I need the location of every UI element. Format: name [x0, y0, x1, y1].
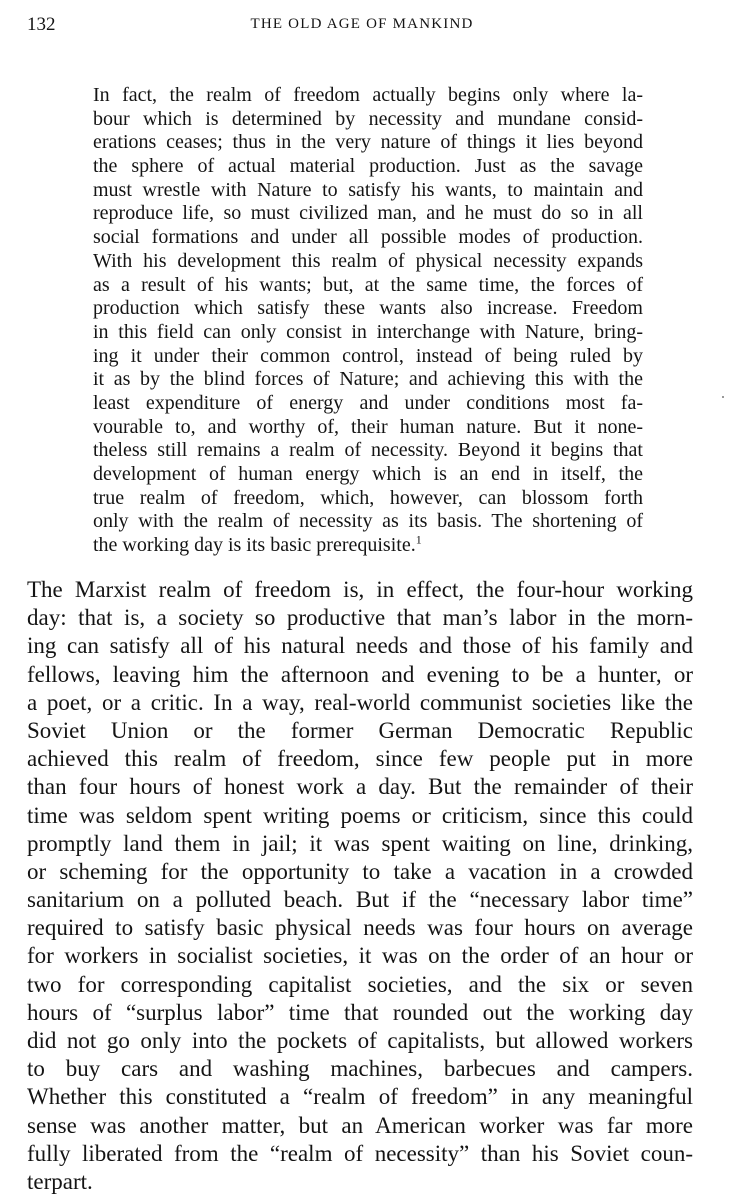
quote-line: theless still remains a realm of necessity. Beyond it begins that — [93, 439, 643, 462]
quote-line: it as by the blind forces of Nature; and achieving this with the — [93, 368, 643, 391]
quote-line: With his development this realm of physical necessity expands — [93, 249, 643, 272]
body-line: Whether this constituted a “realm of freedom” in any meaningful — [27, 1084, 693, 1110]
quote-line: erations ceases; thus in the very nature of things it lies beyond — [93, 131, 643, 154]
body-line: time was seldom spent writing poems or criticism, since this could — [27, 802, 693, 828]
page-header — [27, 14, 697, 44]
quote-line: only with the realm of necessity as its basis. The shortening of — [93, 510, 643, 533]
quote-line-last — [93, 534, 643, 558]
body-line: sanitarium on a polluted beach. But if the “necessary labor time” — [27, 887, 693, 913]
body-line: to buy cars and washing machines, barbecues and campers. — [27, 1056, 693, 1082]
body-line: a poet, or a critic. In a way, real-world communist societies like the — [27, 689, 693, 715]
quote-line: must wrestle with Nature to satisfy his wants, to maintain and — [93, 178, 643, 201]
quote-line: the sphere of actual material production. Just as the savage — [93, 155, 643, 178]
body-line: Soviet Union or the former German Democratic Republic — [27, 717, 693, 743]
body-line-last: terpart. — [27, 1168, 93, 1194]
quote-line: social formations and under all possible modes of production. — [93, 226, 643, 249]
body-line: promptly land them in jail; it was spent waiting on line, drinking, — [27, 830, 693, 856]
quote-line: vourable to, and worthy of, their human nature. But it none- — [93, 415, 643, 438]
page-number: 132 — [27, 14, 56, 35]
body-line: ing can satisfy all of his natural needs and those of his family and — [27, 633, 693, 659]
quote-line: In fact, the realm of freedom actually begins only where la- — [93, 84, 643, 106]
body-line: day: that is, a society so productive that man’s labor in the morn- — [27, 605, 693, 631]
body-line: achieved this realm of freedom, since few people put in more — [27, 746, 693, 772]
quote-line: true realm of freedom, which, however, can blossom forth — [93, 486, 643, 509]
body-line: or scheming for the opportunity to take a vacation in a crowded — [27, 858, 693, 884]
body-line: than four hours of honest work a day. But the remainder of their — [27, 774, 693, 800]
body-line: sense was another matter, but an American worker was far more — [27, 1112, 693, 1138]
footnote-marker[interactable]: 1 — [415, 532, 422, 547]
body-line: required to satisfy basic physical needs was four hours on average — [27, 915, 693, 941]
body-line: two for corresponding capitalist societies, and the six or seven — [27, 971, 693, 997]
body-line: did not go only into the pockets of capitalists, but allowed workers — [27, 1028, 693, 1053]
block-quote — [93, 84, 643, 558]
body-line: fellows, leaving him the afternoon and evening to be a hunter, or — [27, 661, 693, 687]
body-paragraph — [27, 576, 693, 1196]
quote-line-text: the working day is its basic prerequisite. — [93, 534, 416, 557]
running-head: THE OLD AGE OF MANKIND — [250, 16, 474, 32]
quote-line: as a result of his wants; but, at the same time, the forces of — [93, 273, 643, 296]
quote-line: production which satisfy these wants also increase. Freedom — [93, 297, 643, 320]
quote-line: in this field can only consist in interchange with Nature, bring- — [93, 320, 643, 343]
body-line: The Marxist realm of freedom is, in effect, the four-hour working — [27, 577, 693, 602]
body-line: hours of “surplus labor” time that rounded out the working day — [27, 999, 693, 1025]
quote-line: development of human energy which is an end in itself, the — [93, 463, 643, 485]
body-line: for workers in socialist societies, it was on the order of an hour or — [27, 943, 693, 969]
quote-line: bour which is determined by necessity and mundane consid- — [93, 107, 643, 130]
margin-speck — [722, 396, 724, 398]
quote-line: reproduce life, so must civilized man, and he must do so in all — [93, 202, 643, 225]
body-line: fully liberated from the “realm of necessity” than his Soviet coun- — [27, 1140, 693, 1166]
quote-line: least expenditure of energy and under conditions most fa- — [93, 391, 643, 414]
quote-line: ing it under their common control, instead of being ruled by — [93, 344, 643, 367]
